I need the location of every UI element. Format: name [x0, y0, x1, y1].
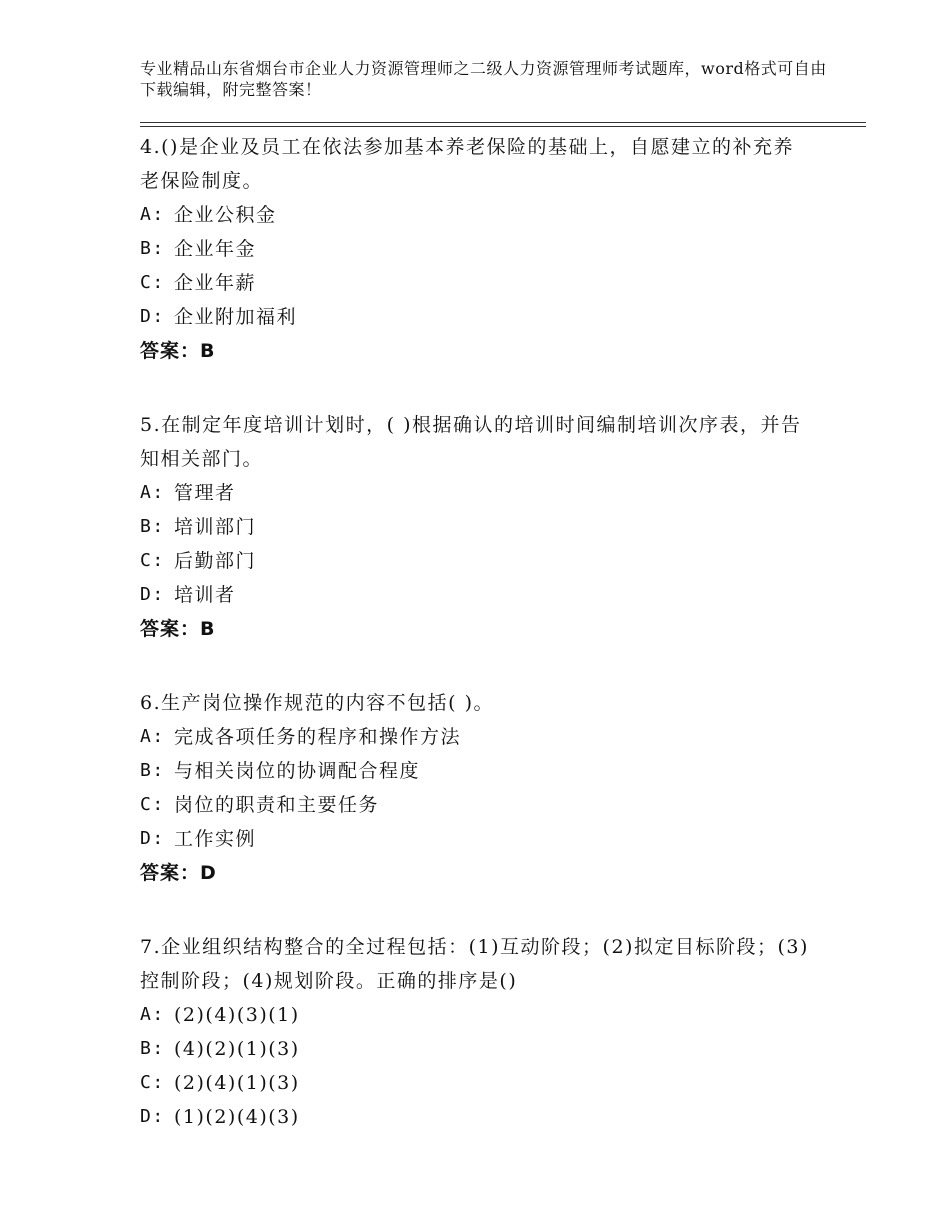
- option-text: (4)(2)(1)(3): [174, 1038, 300, 1060]
- option-text: 企业公积金: [174, 204, 277, 226]
- option-letter: D:: [140, 584, 165, 605]
- option-text: 企业年金: [174, 238, 257, 260]
- option-c: [140, 788, 810, 822]
- option-d: [140, 822, 810, 856]
- header-divider-bottom: [140, 126, 866, 127]
- option-letter: C:: [140, 1072, 165, 1093]
- question-6: [140, 686, 810, 890]
- question-list: [140, 130, 810, 1174]
- option-b: [140, 232, 810, 266]
- question-7: [140, 930, 810, 1134]
- option-text: 后勤部门: [174, 550, 257, 572]
- option-letter: D:: [140, 1106, 165, 1127]
- option-d: [140, 578, 810, 612]
- option-letter: B:: [140, 238, 165, 259]
- option-letter: A:: [140, 482, 165, 503]
- question-stem: 5.在制定年度培训计划时，( )根据确认的培训时间编制培训次序表，并告知相关部门。: [140, 414, 802, 470]
- question-stem: 6.生产岗位操作规范的内容不包括( )。: [140, 692, 494, 714]
- option-c: [140, 266, 810, 300]
- option-letter: A:: [140, 1004, 165, 1025]
- option-text: 培训者: [174, 584, 236, 606]
- answer-label: 答案：D: [140, 862, 217, 884]
- question-stem: 4.()是企业及员工在依法参加基本养老保险的基础上，自愿建立的补充养老保险制度。: [140, 136, 794, 192]
- question-4: [140, 130, 810, 368]
- option-text: 企业附加福利: [174, 306, 298, 328]
- question-5: [140, 408, 810, 646]
- option-d: [140, 300, 810, 334]
- option-a: [140, 720, 810, 754]
- option-letter: A:: [140, 726, 165, 747]
- option-b: [140, 510, 810, 544]
- option-text: (1)(2)(4)(3): [174, 1106, 300, 1128]
- option-b: [140, 754, 810, 788]
- answer-label: 答案：B: [140, 340, 216, 362]
- option-b: [140, 1032, 810, 1066]
- option-letter: C:: [140, 794, 165, 815]
- option-letter: C:: [140, 272, 165, 293]
- option-a: [140, 476, 810, 510]
- option-c: [140, 544, 810, 578]
- option-letter: C:: [140, 550, 165, 571]
- option-a: [140, 998, 810, 1032]
- option-letter: D:: [140, 306, 165, 327]
- option-text: (2)(4)(1)(3): [174, 1072, 300, 1094]
- option-letter: B:: [140, 760, 165, 781]
- option-d: [140, 1100, 810, 1134]
- option-a: [140, 198, 810, 232]
- option-c: [140, 1066, 810, 1100]
- option-text: 完成各项任务的程序和操作方法: [174, 726, 462, 748]
- option-text: 岗位的职责和主要任务: [174, 794, 380, 816]
- option-letter: B:: [140, 516, 165, 537]
- option-text: 与相关岗位的协调配合程度: [174, 760, 421, 782]
- option-text: 工作实例: [174, 828, 257, 850]
- option-text: 管理者: [174, 482, 236, 504]
- option-text: 企业年薪: [174, 272, 257, 294]
- option-letter: D:: [140, 828, 165, 849]
- option-letter: B:: [140, 1038, 165, 1059]
- option-text: (2)(4)(3)(1): [174, 1004, 300, 1026]
- document-header: 专业精品山东省烟台市企业人力资源管理师之二级人力资源管理师考试题库，word格式可自由下载编辑，附完整答案！: [140, 59, 827, 99]
- question-stem: 7.企业组织结构整合的全过程包括：(1)互动阶段；(2)拟定目标阶段；(3)控制阶段；(4)规划阶段。正确的排序是(): [140, 936, 809, 992]
- option-letter: A:: [140, 204, 165, 225]
- answer-label: 答案：B: [140, 618, 216, 640]
- header-divider-top: [140, 122, 866, 123]
- option-text: 培训部门: [174, 516, 257, 538]
